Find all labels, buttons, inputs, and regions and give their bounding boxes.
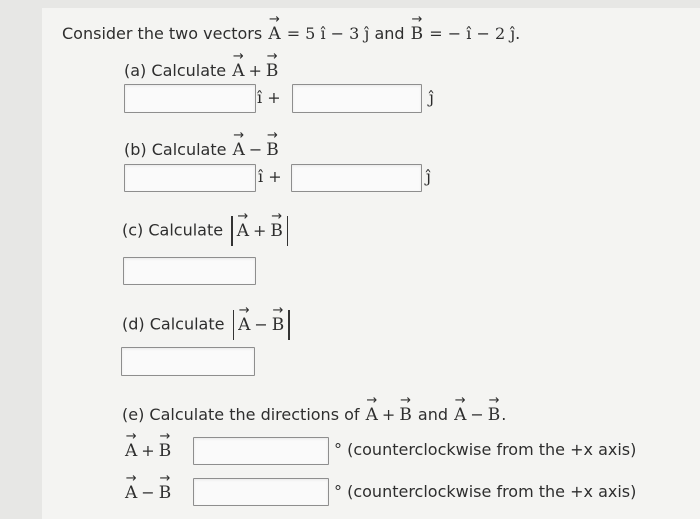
- minus-sign: −: [254, 314, 268, 334]
- difference-direction-unit: [334, 482, 636, 501]
- part-c-input[interactable]: [123, 257, 256, 285]
- part-b-prompt: [124, 140, 280, 160]
- vector-b-symbol: → B: [487, 405, 502, 425]
- vector-b-symbol: → B: [265, 61, 280, 81]
- vector-b-symbol: → B: [410, 24, 425, 44]
- vector-a-symbol: → A: [237, 315, 251, 335]
- part-b-i-input[interactable]: [124, 164, 256, 192]
- calculate-text: Calculate: [151, 140, 227, 159]
- part-e-prompt: [122, 405, 506, 425]
- sum-direction-label: [124, 441, 172, 461]
- vector-a-symbol: → A: [453, 405, 467, 425]
- sum-direction-unit: [334, 440, 636, 459]
- part-a-prompt: [124, 61, 279, 81]
- minus-sign: −: [470, 405, 484, 424]
- part-d-prompt: [122, 310, 293, 340]
- part-a-i-input[interactable]: [124, 84, 256, 113]
- part-e-sum-input[interactable]: [193, 437, 329, 465]
- direction-note: (counterclockwise from the +x axis): [347, 440, 637, 459]
- vector-a-symbol: → A: [232, 140, 246, 160]
- magnitude-bar-right: [288, 310, 290, 340]
- and-text: and: [374, 24, 405, 43]
- problem-statement: [62, 24, 520, 44]
- vector-a-expression: = 5 î − 3 ĵ: [286, 24, 370, 43]
- and-text: and: [417, 405, 449, 424]
- i-hat-plus: î +: [257, 88, 281, 107]
- vector-b-symbol: → B: [269, 221, 284, 241]
- vector-b-expression: = − î − 2 ĵ.: [429, 24, 521, 43]
- vector-a-symbol: → A: [124, 483, 138, 503]
- vector-b-symbol: → B: [158, 483, 173, 503]
- part-b-j-input[interactable]: [291, 164, 422, 192]
- part-d-input[interactable]: [121, 347, 255, 376]
- vector-a-symbol: → A: [124, 441, 138, 461]
- vector-a-symbol: → A: [365, 405, 379, 425]
- j-hat: ĵ: [429, 88, 434, 107]
- difference-direction-label: [124, 483, 172, 503]
- calculate-text: Calculate: [151, 61, 227, 80]
- minus-sign: −: [248, 140, 263, 159]
- vector-b-symbol: → B: [271, 315, 286, 335]
- degree-symbol: °: [334, 482, 342, 501]
- calculate-text: Calculate: [148, 220, 224, 240]
- vector-b-symbol: → B: [398, 405, 413, 425]
- degree-symbol: °: [334, 440, 342, 459]
- minus-sign: −: [141, 483, 155, 502]
- calculate-text: Calculate: [149, 314, 225, 334]
- plus-sign: +: [252, 220, 267, 240]
- vector-a-symbol: → A: [236, 221, 250, 241]
- vector-a-symbol: → A: [231, 61, 245, 81]
- magnitude-bar-left: [231, 216, 233, 246]
- magnitude-bar-left: [233, 310, 235, 340]
- j-hat: ĵ: [426, 167, 431, 186]
- part-c-prompt: [122, 216, 291, 246]
- part-c-label: (c): [122, 220, 144, 240]
- part-b-label: (b): [124, 140, 147, 159]
- part-a-label: (a): [124, 61, 147, 80]
- plus-sign: +: [248, 61, 262, 80]
- part-a-j-input[interactable]: [292, 84, 422, 113]
- part-e-label: (e) Calculate the directions of: [122, 405, 360, 424]
- vector-b-symbol: → B: [265, 140, 280, 160]
- i-hat-plus: î +: [258, 167, 282, 186]
- plus-sign: +: [381, 405, 396, 424]
- vector-a-symbol: → A: [267, 24, 281, 44]
- part-d-label: (d): [122, 314, 145, 334]
- period: .: [501, 405, 507, 424]
- vector-b-symbol: → B: [158, 441, 173, 461]
- plus-sign: +: [141, 441, 155, 460]
- direction-note: (counterclockwise from the +x axis): [347, 482, 637, 501]
- intro-text: Consider the two vectors: [62, 24, 263, 43]
- magnitude-bar-right: [287, 216, 289, 246]
- part-e-difference-input[interactable]: [193, 478, 329, 506]
